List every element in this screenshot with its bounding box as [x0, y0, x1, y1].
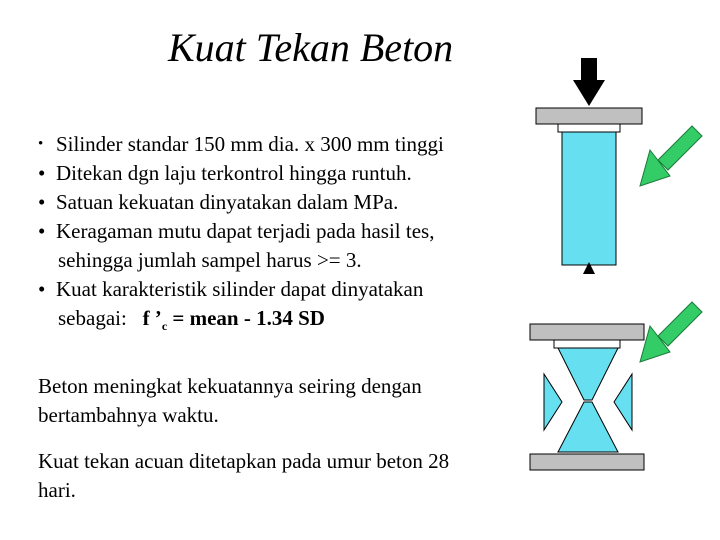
formula-f: f ’: [142, 306, 162, 330]
bullet-item: [38, 217, 478, 275]
cylinder-test-svg: [500, 50, 720, 540]
bullet-text: Silinder standar 150 mm dia. x 300 mm tinggi: [56, 132, 444, 156]
failed-cone-top: [558, 348, 618, 400]
formula-prefix: sebagai:: [58, 306, 127, 330]
formula-rest: = mean - 1.34 SD: [167, 306, 325, 330]
bullet-text: Kuat karakteristik silinder dapat dinyatakan: [56, 277, 424, 301]
slide-title: Kuat Tekan Beton: [168, 25, 454, 70]
top-cap: [558, 124, 620, 132]
failed-cone-bottom: [558, 402, 618, 452]
load-arrow-icon: [573, 58, 605, 106]
bullet-dot: •: [38, 219, 46, 243]
bullet-item: [38, 275, 478, 341]
bullet-dot: •: [38, 277, 46, 301]
bullet-text: Keragaman mutu dapat terjadi pada hasil tes,: [56, 219, 435, 243]
spalled-fragment-left: [544, 374, 562, 430]
failed-top-plate: [530, 324, 644, 340]
bullet-continuation: [56, 304, 478, 341]
top-plate: [536, 108, 642, 124]
green-arrow-icon: [640, 126, 702, 186]
paragraph-reference-age: Kuat tekan acuan ditetapkan pada umur beton 28 hari.: [38, 449, 450, 502]
green-arrow-icon: [640, 302, 702, 362]
bullet-dot: •: [38, 161, 46, 185]
bullet-item: [38, 159, 478, 188]
spalled-fragment-right: [614, 374, 632, 430]
bullet-dot: •: [38, 190, 46, 214]
bullet-text: Ditekan dgn laju terkontrol hingga runtuh.: [56, 161, 412, 185]
bullet-text: Satuan kekuatan dinyatakan dalam MPa.: [56, 190, 399, 214]
bullet-item: [38, 130, 478, 159]
bullet-dot: •: [38, 136, 44, 152]
formula-subscript: c: [161, 319, 168, 334]
bullet-item: [38, 188, 478, 217]
bullet-continuation: sehingga jumlah sampel harus >= 3.: [58, 248, 362, 272]
formula: [142, 306, 325, 334]
paragraph-strength-time: Beton meningkat kekuatannya seiring dengan bertambahnya waktu.: [38, 374, 422, 427]
cylinder-specimen: [562, 132, 616, 265]
cylinder-test-illustration: [500, 50, 720, 540]
bullet-list: [38, 130, 478, 341]
failed-top-cap: [554, 340, 620, 348]
failed-bottom-plate: [530, 454, 644, 470]
